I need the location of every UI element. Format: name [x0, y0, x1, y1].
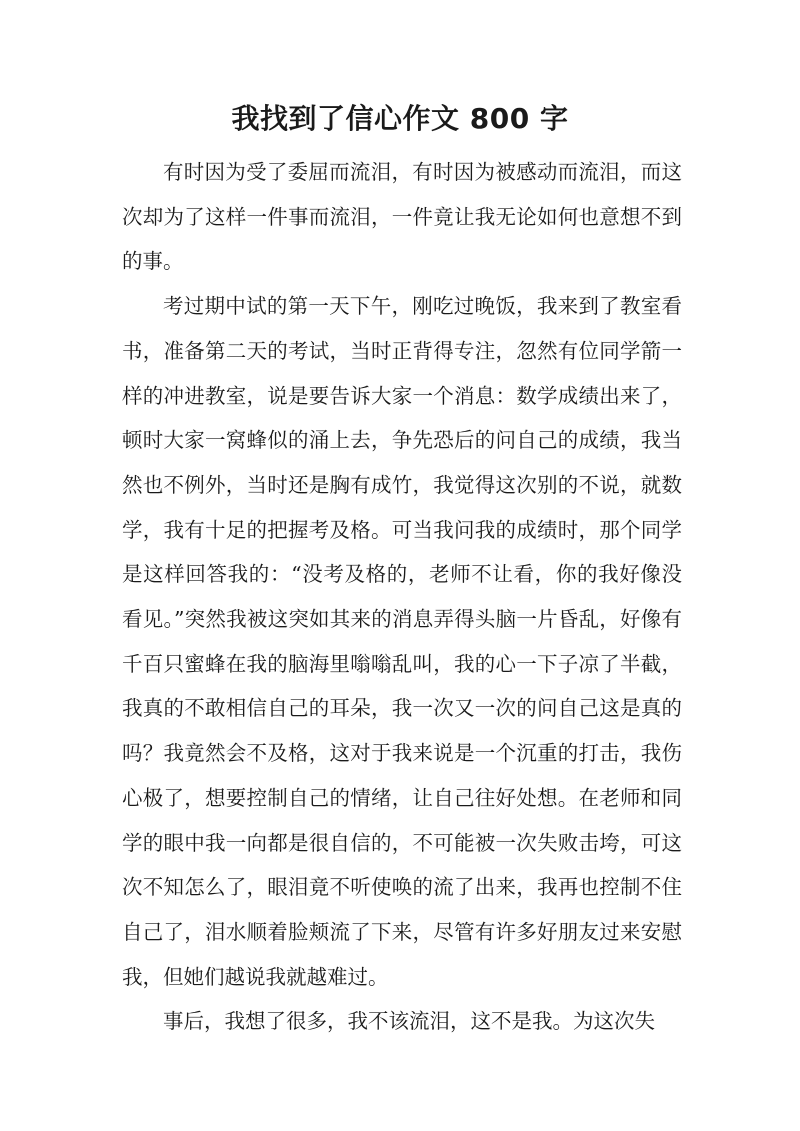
paragraph-3: 事后，我想了很多，我不该流泪，这不是我。为这次失: [163, 1009, 655, 1034]
paragraph-1: 有时因为受了委屈而流泪，有时因为被感动而流泪，而这次却为了这样一件事而流泪，一件竟让我无论如何也意想不到的事。: [122, 160, 682, 274]
paragraph-2: 考过期中试的第一天下午，刚吃过晚饭，我来到了教室看书，准备第二天的考试，当时正背得专注，忽然有位同学箭一样的冲进教室，说是要告诉大家一个消息：数学成绩出来了，顿时大家一窝蜂似的涌上去，争先恐后的问自己的成绩，我当然也不例外，当时还是胸有成竹，我觉得这次别的不说，就数学，我有十足的把握考及格。可当我问我的成绩时，那个同学是这样回答我的：“没考及格的，老师不让看，你的我好像没看见。”突然我被这突如其来的消息弄得头脑一片昏乱，好像有千百只蜜蜂在我的脑海里嗡嗡乱叫，我的心一下子凉了半截，我真的不敢相信自己的耳朵，我一次又一次的问自己这是真的吗？我竟然会不及格，这对于我来说是一个沉重的打击，我伤心极了，想要控制自己的情绪，让自己往好处想。在老师和同学的眼中我一向都是很自信的，不可能被一次失败击垮，可这次不知怎么了，眼泪竟不听使唤的流了出来，我再也控制不住自己了，泪水顺着脸颊流了下来，尽管有许多好朋友过来安慰我，但她们越说我就越难过。: [122, 294, 682, 989]
document-title: 我找到了信心作文 800 字: [231, 102, 569, 135]
document-body: [122, 150, 682, 1044]
